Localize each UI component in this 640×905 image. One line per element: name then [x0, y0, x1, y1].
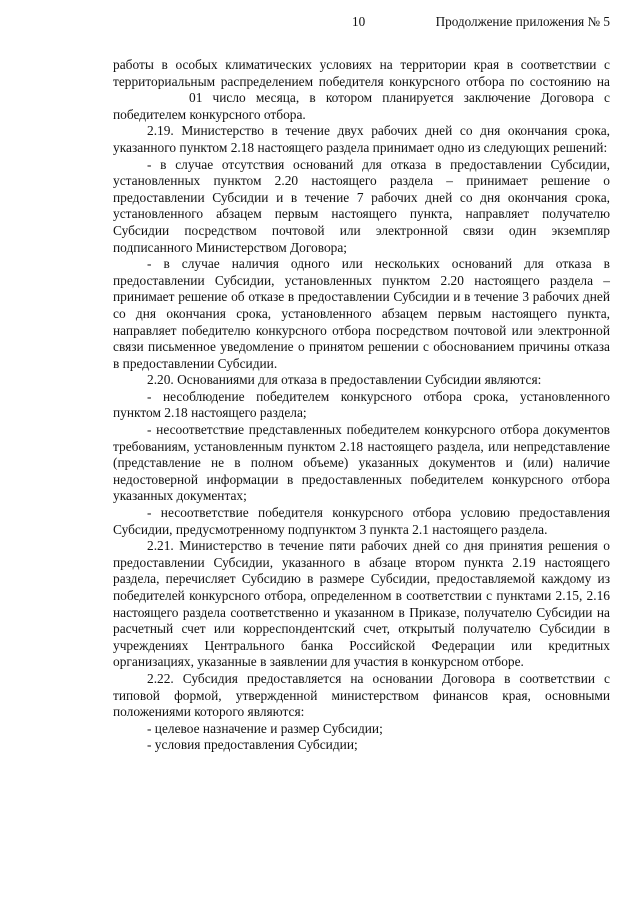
paragraph-2-22: 2.22. Субсидия предоставляется на основании Договора в соответствии с типовой формой, утвержденной министерством финансов края, основными положениями которого являются: — [113, 670, 610, 720]
paragraph-item: - целевое назначение и размер Субсидии; — [147, 720, 383, 736]
paragraph-2-19: 2.19. Министерство в течение двух рабочих дней со дня окончания срока, указанного пунктом 2.18 настоящего раздела принимает одно из следующих решений: — [113, 123, 610, 155]
paragraph-item: - в случае отсутствия оснований для отказа в предоставлении Субсидии, установленных пунктом 2.20 настоящего раздела – принимает решение о предоставлении Субсидии и в течение 7 рабочих дней со дня окончания срока, установленного абзацем первым настоящего пункта, направляет получателю Субсидии посредством почтовой или электронной связи один экземпляр подписанного Министерством Договора; — [113, 156, 610, 255]
paragraph-item: - несоответствие победителя конкурсного отбора условию предоставления Субсидии, предусмотренному подпунктом 3 пункта 2.1 настоящего раздела. — [113, 505, 610, 537]
paragraph-item: - несоответствие представленных победителем конкурсного отбора документов требованиям, установленным пунктом 2.18 настоящего раздела, или непредставление (представление не в полном объеме) указанных документов и (или) наличие недостоверной информации в предоставленных победителем конкурсного отбора указанных документах; — [113, 422, 610, 504]
page-number: 10 — [352, 14, 366, 29]
paragraph-2-21: 2.21. Министерство в течение пяти рабочих дней со дня принятия решения о предоставлении Субсидии, указанного в абзаце втором пункта 2.19 настоящего раздела, перечисляет Субсидию в размере Субсидии, предоставляемой каждому из победителей конкурсного отбора, определенном в соответствии с пунктами 2.15, 2.16 настоящего раздела соответственно и указанном в Приказе, получателю Субсидии на расчетный счет или корреспондентский счет, открытый получателю Субсидии в учреждениях Центрального банка Российской Федерации или кредитных организациях, указанные в заявлении для участия в конкурсном отборе. — [113, 538, 610, 670]
paragraph-text: работы в особых климатических условиях на территории края в соответствии с территориальным распределением победителя конкурсного отбора по состоянию на — [113, 57, 610, 89]
paragraph-continuation — [113, 57, 610, 123]
appendix-label: Продолжение приложения № 5 — [435, 14, 610, 29]
paragraph-item: - условия предоставления Субсидии; — [147, 737, 358, 753]
paragraph-item: - несоблюдение победителем конкурсного отбора срока, установленного пунктом 2.18 настоящего раздела; — [113, 388, 610, 421]
paragraph-text: 01 число месяца, в котором планируется заключение Договора с победителем конкурсного отбора. — [113, 90, 610, 122]
paragraph-item: - в случае наличия одного или нескольких оснований для отказа в предоставлении Субсидии, установленных пунктом 2.20 настоящего раздела – принимает решение об отказе в предоставлении Субсидии и в течение 3 рабочих дней со дня окончания срока, установленного абзацем первым настоящего пункта, направляет победителю конкурсного отбора посредством почтовой или электронной связи письменное уведомление о принятом решении с обоснованием причины отказа в предоставлении Субсидии. — [113, 256, 610, 371]
page-header — [0, 14, 640, 34]
paragraph-2-20: 2.20. Основаниями для отказа в предоставлении Субсидии являются: — [147, 372, 542, 388]
document-body — [113, 57, 610, 754]
